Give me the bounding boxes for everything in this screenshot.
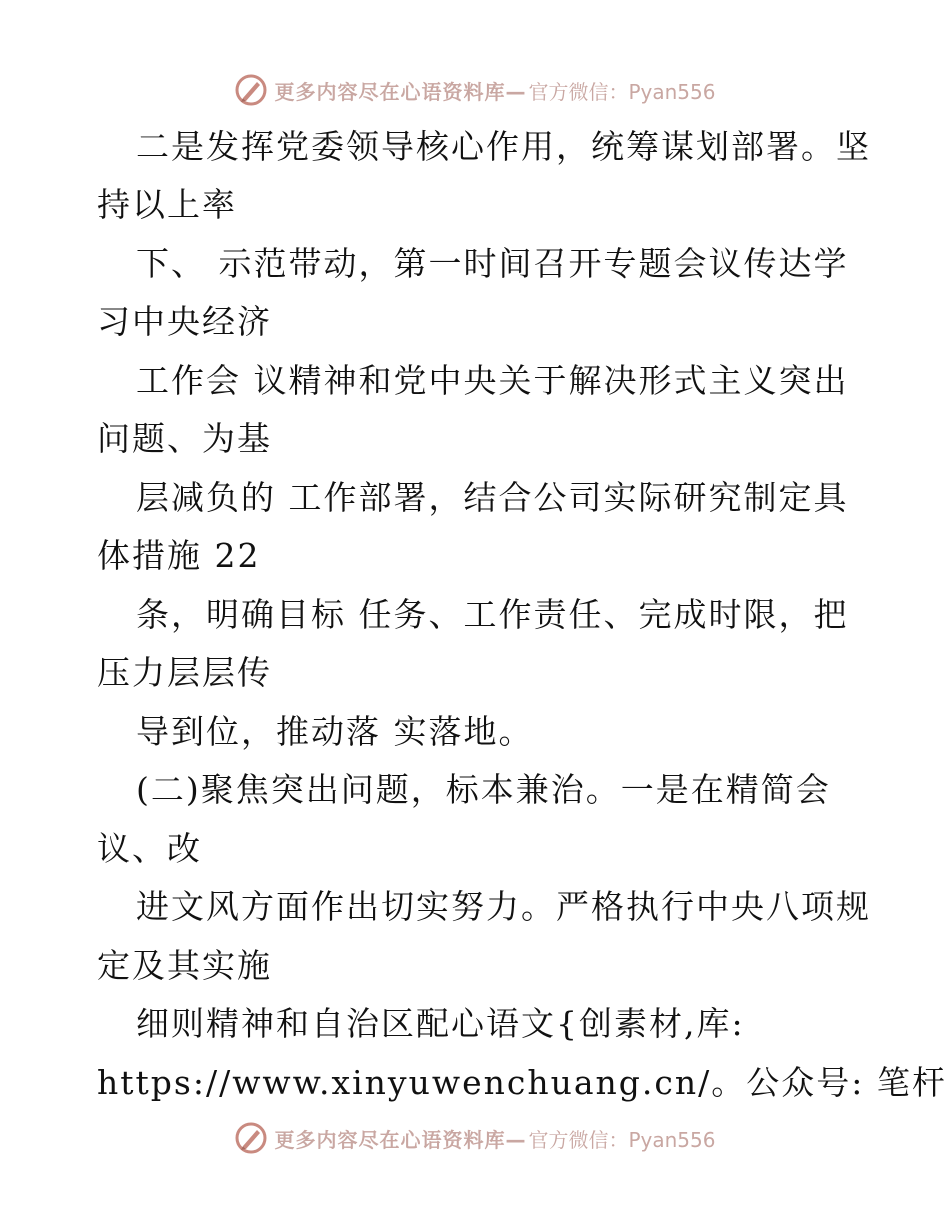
text-line: 下、 示范带动，第一时间召开专题会议传达学 [136, 244, 849, 283]
text-line: 习中央经济 [97, 302, 272, 341]
pen-logo-icon [234, 73, 268, 107]
text-line: 工作会 议精神和党中央关于解决形式主义突出 [136, 361, 849, 400]
watermark-wechat: 官方微信：Pyan556 [528, 79, 716, 104]
text-line: 条，明确目标 任务、工作责任、完成时限，把 [136, 595, 849, 634]
text-line: 进文风方面作出切实努力。严格执行中央八项规 [136, 887, 871, 926]
text-line: (二)聚焦突出问题，标本兼治。一是在精简会 [136, 770, 831, 809]
text-line: 议、改 [97, 829, 202, 868]
watermark-text: 更多内容尽在心语资料库— [274, 1127, 527, 1152]
pen-logo-icon [234, 1121, 268, 1155]
text-line: 细则精神和自治区配心语文{创素材,库: [136, 1004, 745, 1043]
text-line: 压力层层传 [97, 653, 272, 692]
text-line: 导到位，推动落 实落地。 [136, 712, 534, 751]
header-watermark [0, 70, 950, 110]
text-line: 体措施 22 [97, 536, 261, 575]
text-line: 持以上率 [97, 185, 237, 224]
watermark-text: 更多内容尽在心语资料库— [274, 79, 527, 104]
text-line: 层减负的 工作部署，结合公司实际研究制定具 [136, 478, 849, 517]
text-line: 问题、为基 [97, 419, 272, 458]
text-line: 定及其实施 [97, 946, 272, 985]
text-line: https://www.xinyuwenchuang.cn/。公众号: 笔杆 [97, 1063, 947, 1102]
footer-watermark [0, 1118, 950, 1158]
text-line: 二是发挥党委领导核心作用，统筹谋划部署。坚 [136, 127, 871, 166]
watermark-wechat: 官方微信：Pyan556 [528, 1127, 716, 1152]
